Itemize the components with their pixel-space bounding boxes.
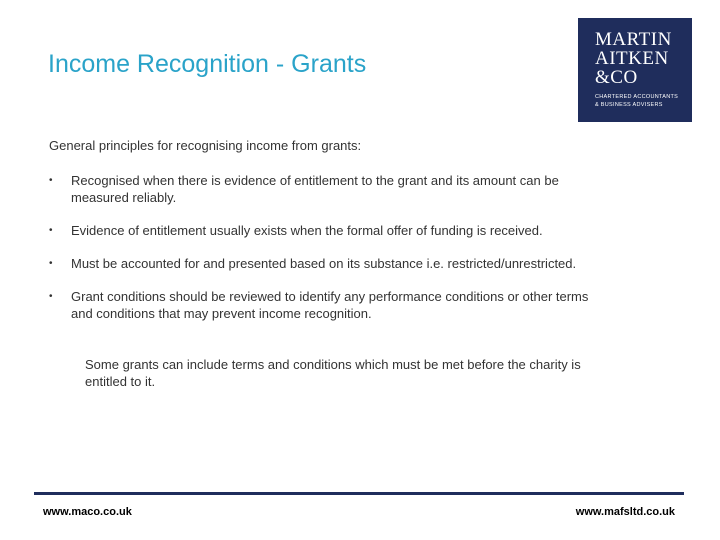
footer-link-maco[interactable]: www.maco.co.uk <box>43 506 132 518</box>
list-item <box>49 222 609 239</box>
note-text: Some grants can include terms and conditions which must be met before the charity is entitled to it. <box>85 357 581 389</box>
list-item <box>49 172 609 206</box>
list-item <box>49 255 609 272</box>
bullet-icon: • <box>49 291 53 302</box>
page-title: Income Recognition - Grants <box>48 50 367 78</box>
bullet-list <box>49 172 609 322</box>
logo-tagline-1: CHARTERED ACCOUNTANTS <box>595 94 679 100</box>
logo-line-1: MARTIN <box>595 29 672 50</box>
logo-line-2: AITKEN <box>595 48 669 69</box>
bullet-text: Recognised when there is evidence of entitlement to the grant and its amount can be measured reliably. <box>71 173 559 205</box>
footer-divider <box>34 492 684 495</box>
intro-text: General principles for recognising income from grants: <box>49 138 362 153</box>
list-item <box>49 288 609 322</box>
bullet-text: Evidence of entitlement usually exists when the formal offer of funding is received. <box>71 223 543 238</box>
bullet-text: Grant conditions should be reviewed to identify any performance conditions or other terms and conditions that may prevent income recognition. <box>71 289 589 321</box>
bullet-icon: • <box>49 175 53 186</box>
logo-line-3: &CO <box>595 67 638 88</box>
bullet-icon: • <box>49 258 53 269</box>
bullet-text: Must be accounted for and presented based on its substance i.e. restricted/unrestricted. <box>71 256 577 271</box>
footer-link-mafs[interactable]: www.mafsltd.co.uk <box>575 506 675 518</box>
company-logo <box>578 18 692 122</box>
bullet-icon: • <box>49 225 53 236</box>
logo-tagline <box>595 93 692 109</box>
logo-tagline-2: & BUSINESS ADVISERS <box>595 102 663 108</box>
